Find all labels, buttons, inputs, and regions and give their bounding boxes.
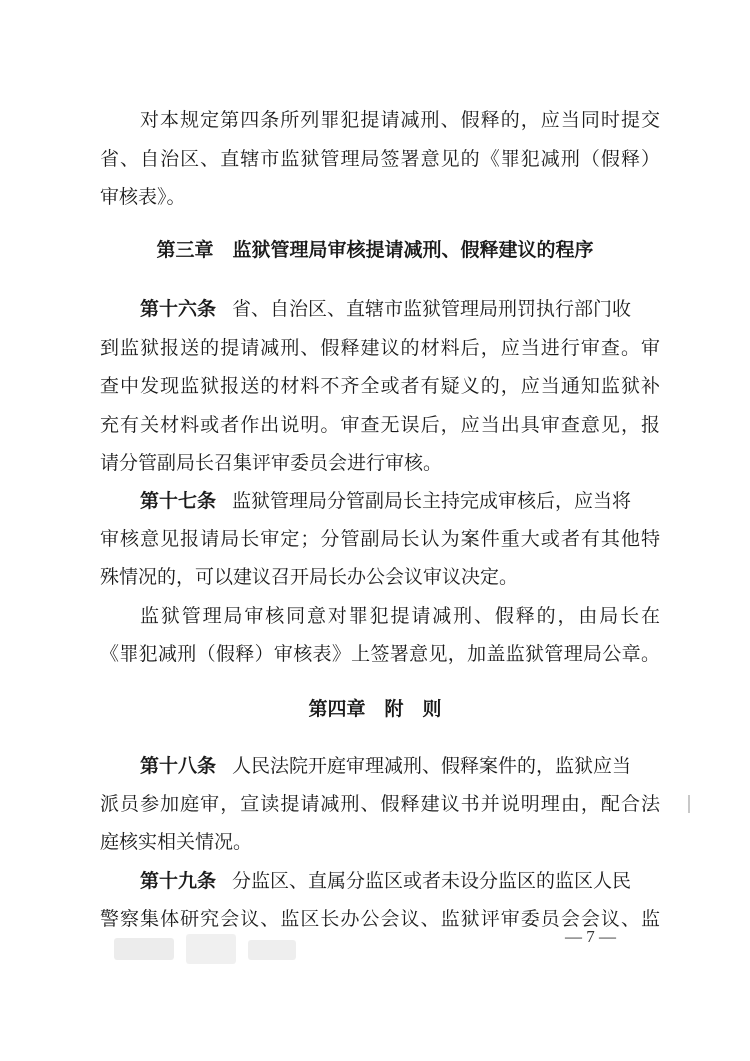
article-18-label: 第十八条 [140,755,217,777]
article-18-first-line [140,754,660,778]
paragraph-line: 殊情况的，可以建议召开局长办公会议审议决定。 [100,566,519,588]
paragraph-line: 派员参加庭审，宣读提请减刑、假释建议书并说明理由，配合法 [100,793,660,815]
paragraph-line: 警察集体研究会议、监区长办公会议、监狱评审委员会会议、监 [100,908,660,930]
margin-mark [688,795,690,813]
paragraph-line: 审核意见报请局长审定；分管副局长认为案件重大或者有其他特 [100,528,660,550]
article-16-label: 第十六条 [140,298,217,320]
paragraph-line: 充有关材料或者作出说明。审查无误后，应当出具审查意见，报 [100,414,660,436]
article-17-text: 监狱管理局分管副局长主持完成审核后，应当将 [232,490,632,512]
paragraph-line: 对本规定第四条所列罪犯提请减刑、假释的，应当同时提交 [140,109,660,131]
article-16-first-line [140,297,660,321]
paragraph-line: 到监狱报送的提请减刑、假释建议的材料后，应当进行审查。审 [100,337,660,359]
article-19-first-line [140,869,660,893]
chapter-3-heading: 第三章 监狱管理局审核提请减刑、假释建议的程序 [156,239,594,261]
article-19-text: 分监区、直属分监区或者未设分监区的监区人民 [232,870,632,892]
paragraph-line: 省、自治区、直辖市监狱管理局签署意见的《罪犯减刑（假释） [100,148,660,170]
scan-smudge [110,928,300,974]
article-17-label: 第十七条 [140,490,217,512]
article-18-text: 人民法院开庭审理减刑、假释案件的，监狱应当 [232,755,632,777]
paragraph-line: 监狱管理局审核同意对罪犯提请减刑、假释的，由局长在 [140,605,660,627]
article-19-label: 第十九条 [140,870,217,892]
article-16-text: 省、自治区、直辖市监狱管理局刑罚执行部门收 [232,298,632,320]
paragraph-line: 请分管副局长召集评审委员会进行审核。 [100,452,443,474]
paragraph-line: 庭核实相关情况。 [100,831,253,853]
paragraph-line: 查中发现监狱报送的材料不齐全或者有疑义的，应当通知监狱补 [100,375,660,397]
article-17-first-line [140,489,660,513]
chapter-4-heading: 第四章 附 则 [308,698,442,720]
paragraph-line: 审核表》。 [100,186,186,208]
paragraph-line: 《罪犯减刑（假释）审核表》上签署意见，加盖监狱管理局公章。 [100,643,660,665]
page-number: — 7 — [565,927,616,946]
